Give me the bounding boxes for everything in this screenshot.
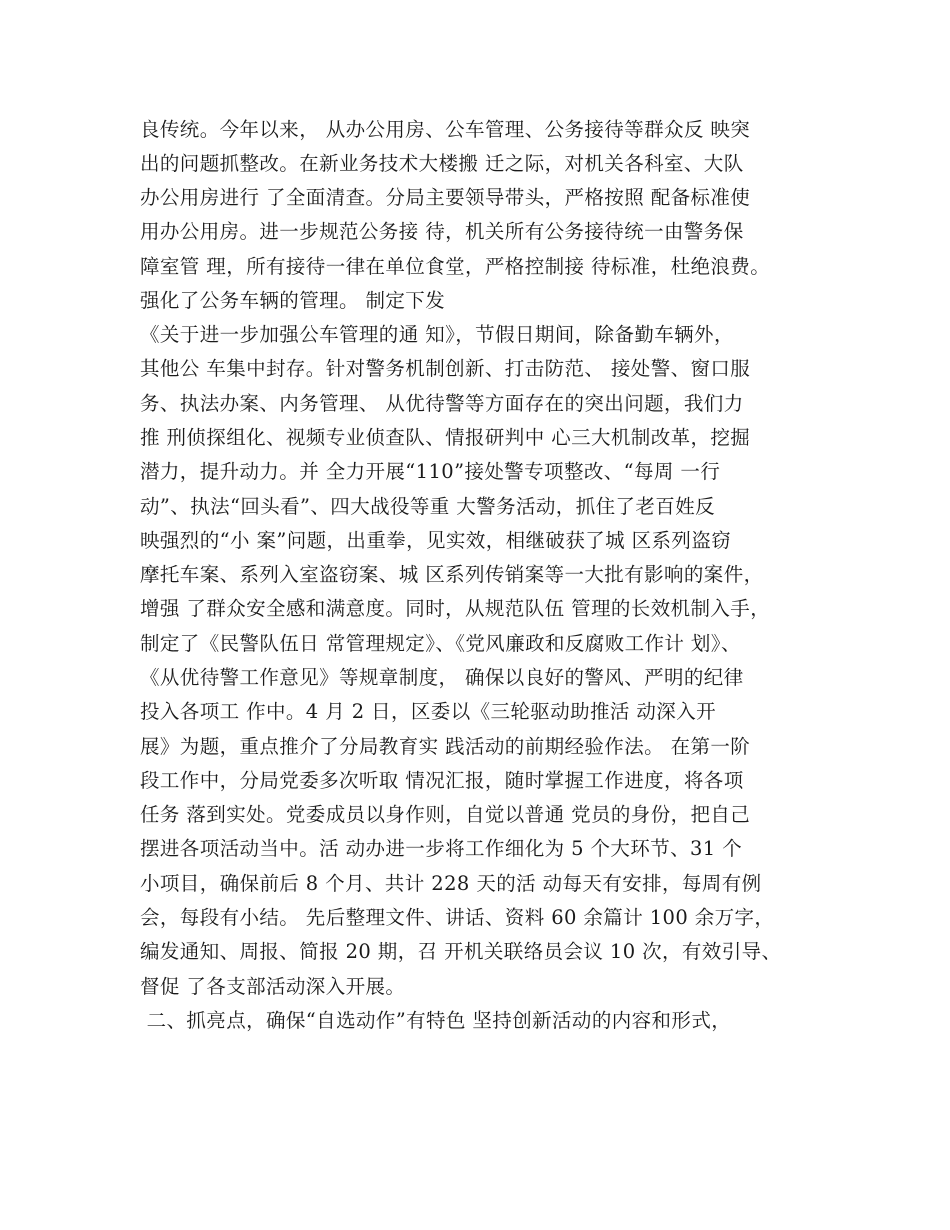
text-line: 段工作中，分局党委多次听取 情况汇报，随时掌握工作进度，将各项 [140, 769, 744, 792]
text-line: 制定了《民警队伍日 常管理规定》、《党风廉政和反腐败工作计 划》、 [140, 632, 741, 655]
text-line: 出的问题抓整改。在新业务技术大楼搬 迁之际，对机关各科室、大队 [140, 152, 744, 175]
text-line: 《从优待警工作意见》等规章制度， 确保以良好的警风、严明的纪律 [140, 666, 744, 689]
text-line: 办公用房进行 了全面清查。分局主要领导带头，严格按照 配备标准使 [140, 186, 751, 209]
text-line: 督促 了各支部活动深入开展。 [140, 975, 406, 998]
text-line: 推 刑侦探组化、视频专业侦查队、情报研判中 心三大机制改革，挖掘 [140, 426, 751, 449]
text-line: 强化了公务车辆的管理。 制定下发 [140, 289, 446, 312]
text-line: 投入各项工 作中。4 月 2 日，区委以《三轮驱动助推活 动深入开 [140, 700, 717, 723]
text-line: 编发通知、周报、简报 20 期，召 开机关联络员会议 10 次，有效引导、 [140, 940, 782, 963]
text-line: 任务 落到实处。党委成员以身作则，自觉以普通 党员的身份，把自己 [140, 803, 751, 826]
text-line: 良传统。今年以来， 从办公用房、公车管理、公务接待等群众反 映突 [140, 118, 751, 141]
text-line: 增强 了群众安全感和满意度。同时，从规范队伍 管理的长效机制入手， [140, 597, 771, 620]
text-line: 会，每段有小结。 先后整理文件、讲话、资料 60 余篇计 100 余万字， [140, 906, 775, 929]
text-line: 障室管 理，所有接待一律在单位食堂，严格控制接 待标准，杜绝浪费。 [140, 255, 771, 278]
text-line: 摩托车案、系列入室盗窃案、城 区系列传销案等一大批有影响的案件， [140, 563, 764, 586]
text-line: 小项目，确保前后 8 个月、共计 228 天的活 动每天有安排，每周有例 [140, 872, 762, 895]
text-line: 摆进各项活动当中。活 动办进一步将工作细化为 5 个大环节、31 个 [140, 837, 743, 860]
text-line: 其他公 车集中封存。针对警务机制创新、打击防范、 接处警、窗口服 [140, 357, 751, 380]
text-line: 映强烈的“小 案”问题，出重拳，见实效，相继破获了城 区系列盗窃 [140, 529, 732, 552]
text-line: 用办公用房。进一步规范公务接 待，机关所有公务接待统一由警务保 [140, 220, 744, 243]
text-line: 《关于进一步加强公车管理的通 知》，节假日期间，除备勤车辆外， [140, 323, 734, 346]
text-line: 展》为题，重点推介了分局教育实 践活动的前期经验作法。 在第一阶 [140, 735, 751, 758]
section-heading: 二、抓亮点，确保“自选动作”有特色 坚持创新活动的内容和形式， [140, 1009, 732, 1032]
text-line: 动”、执法“回头看”、四大战役等重 大警务活动，抓住了老百姓反 [140, 495, 716, 518]
text-line: 务、执法办案、内务管理、 从优待警等方面存在的突出问题，我们力 [140, 392, 744, 415]
text-line: 潜力，提升动力。并 全力开展“110”接处警专项整改、“每周 一行 [140, 460, 721, 483]
